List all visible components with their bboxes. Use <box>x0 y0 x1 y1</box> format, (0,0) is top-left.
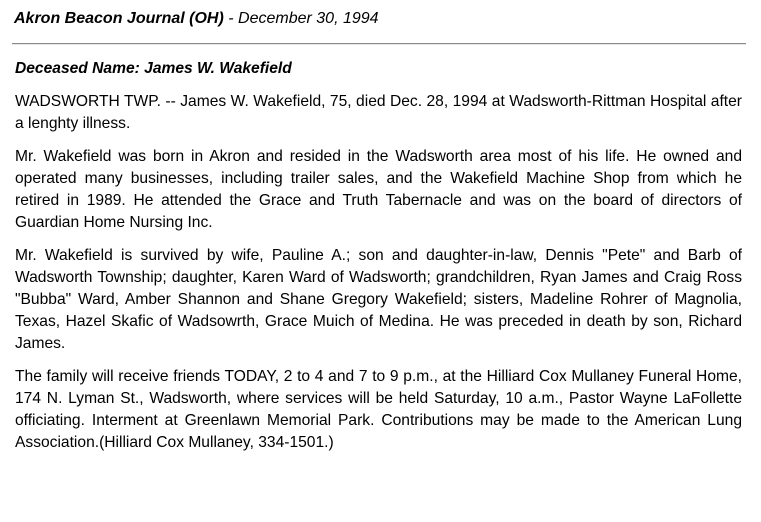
publication-header <box>14 10 379 28</box>
deceased-name-heading: Deceased Name: James W. Wakefield <box>15 60 292 77</box>
obituary-body <box>15 58 742 465</box>
obituary-paragraph-survivors: Mr. Wakefield is survived by wife, Pauline A.; son and daughter-in-law, Dennis "Pete" and Barb of Wadsworth Township; daughter, Karen Ward of Wadsworth; grandchildren, Ryan James and Craig Ross "Bubba" Ward, Amber Shannon and Shane Gregory Wakefield; sisters, Madeline Rohrer of Magnolia, Texas, Hazel Skafic of Wadsowrth, Grace Muich of Medina. He was preceded in death by son, Richard James. <box>15 247 742 352</box>
publication-name: Akron Beacon Journal (OH) <box>14 10 224 27</box>
header-divider <box>12 43 746 45</box>
publication-date: December 30, 1994 <box>238 10 379 27</box>
obituary-paragraph-biography: Mr. Wakefield was born in Akron and resided in the Wadsworth area most of his life. He owned and operated many businesses, including trailer sales, and the Wakefield Machine Shop from which he retired in 1989. He attended the Grace and Truth Tabernacle and was on the board of directors of Guardian Home Nursing Inc. <box>15 148 742 231</box>
obituary-paragraph-death-notice: WADSWORTH TWP. -- James W. Wakefield, 75, died Dec. 28, 1994 at Wadsworth-Rittman Hospital after a lenghty illness. <box>15 93 742 132</box>
obituary-paragraph-services: The family will receive friends TODAY, 2 to 4 and 7 to 9 p.m., at the Hilliard Cox Mullaney Funeral Home, 174 N. Lyman St., Wadsworth, where services will be held Saturday, 10 a.m., Pastor Wayne LaFollette officiating. Interment at Greenlawn Memorial Park. Contributions may be made to the American Lung Association.(Hilliard Cox Mullaney, 334-1501.) <box>15 368 742 451</box>
header-separator: - <box>223 10 239 27</box>
